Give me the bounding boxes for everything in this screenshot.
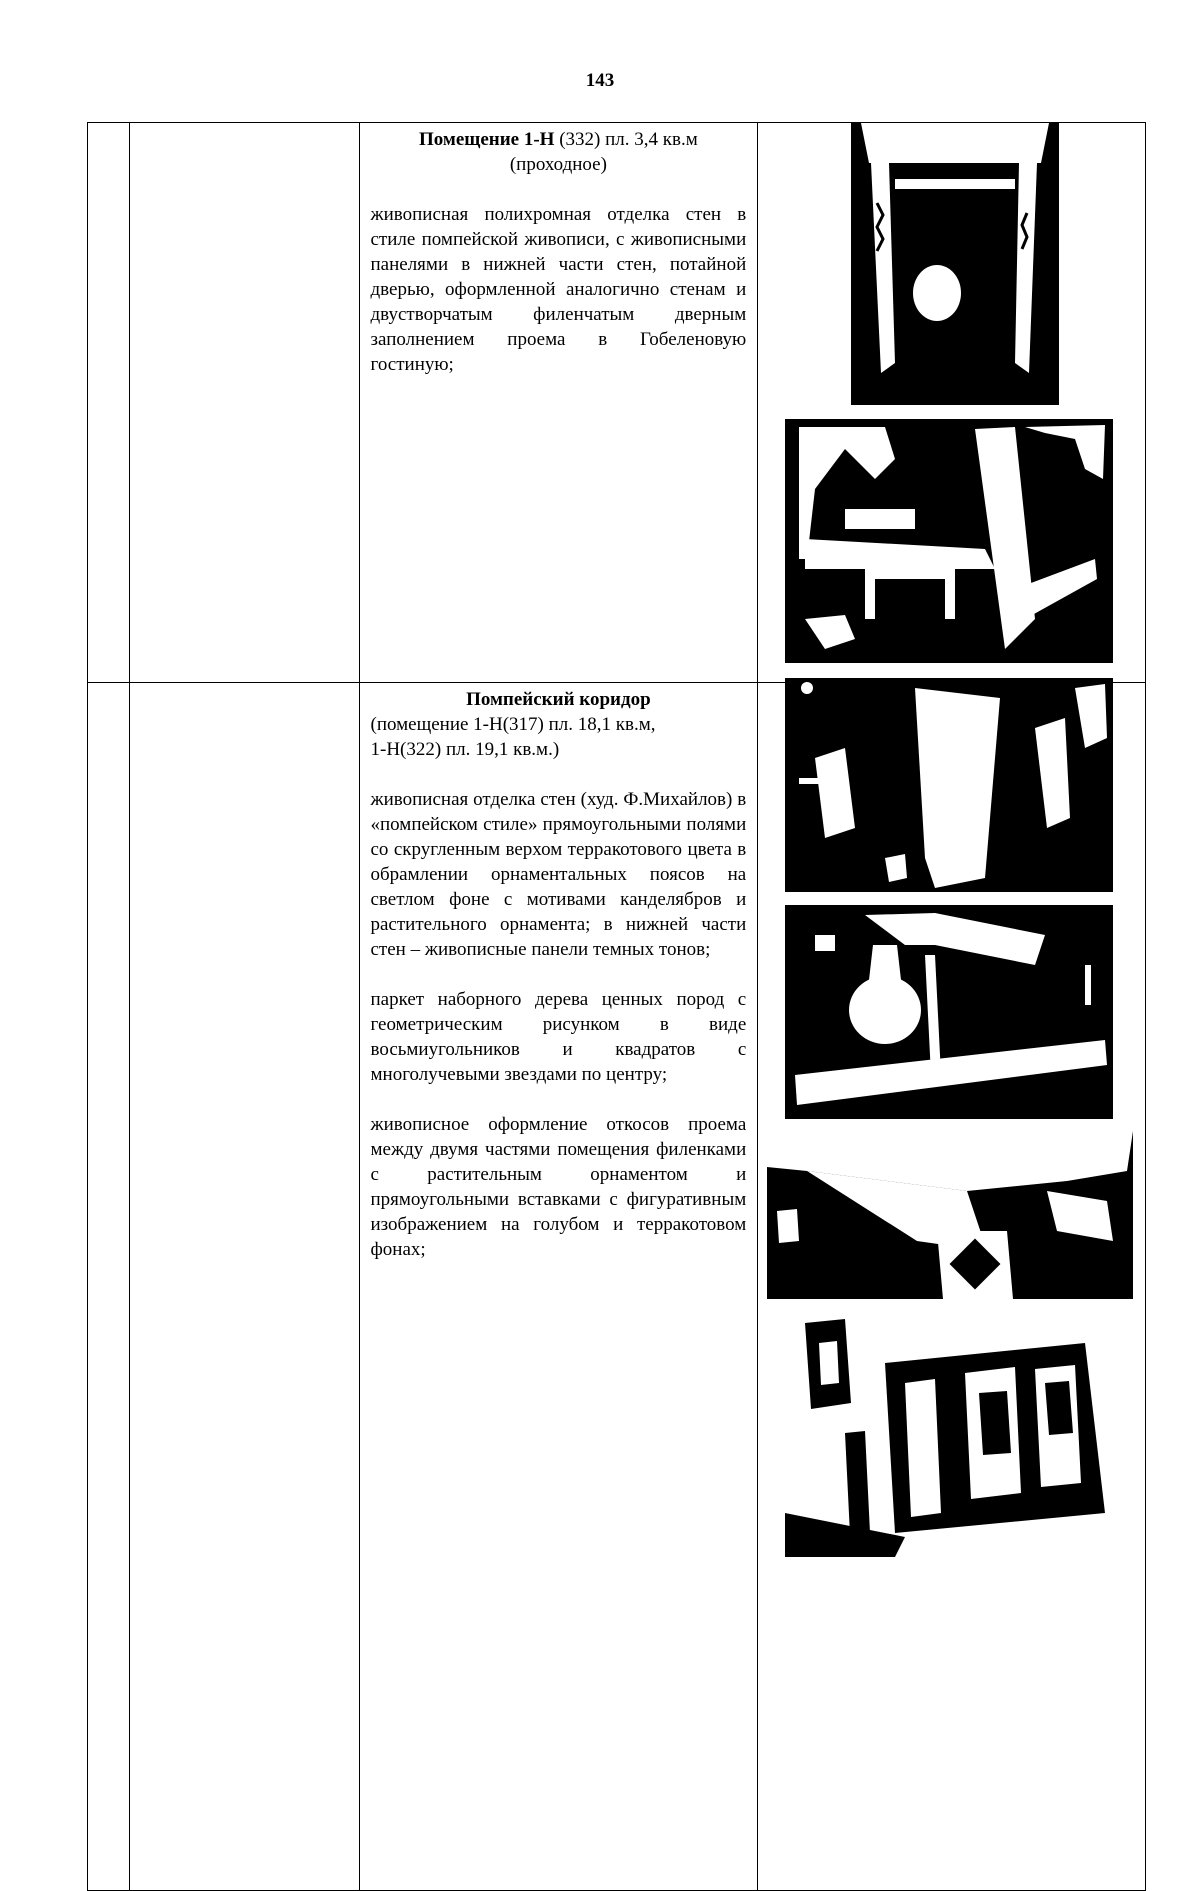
number-cell [88,123,130,683]
photo-room-angled-door [785,419,1113,663]
name-cell [130,123,359,683]
room-area: (332) пл. 3,4 кв.м [554,129,698,150]
room-area: (помещение 1-Н(317) пл. 18,1 кв.м, 1-Н(322) пл. 19,1 кв.м.) [370,714,656,760]
room-title: Помещение 1-Н [419,129,555,150]
room-title: Помпейский коридор [466,689,651,710]
photo-opening-slopes-ornament [767,1131,1133,1299]
description-cell [359,123,758,683]
photo-corridor-wall-panel [785,678,1113,892]
room-note: (проходное) [509,154,607,175]
photo-corridor-interior-view [785,1313,1113,1557]
description-paragraph: живописное оформление откосов проема между двумя частями помещения филенками с растительным орнаментом и прямоугольными вставками с фигуративным изображением на голубом и терракотовом фонах; [370,1114,747,1260]
room-heading [371,127,747,177]
page-number: 143 [585,70,615,91]
room-heading [371,687,747,712]
name-cell [130,683,359,1891]
description-paragraph: живописная полихромная отделка стен в стиле помпейской живописи, с живописными панелями в нижней части стен, потайной дверью, оформленной аналогично стенам и двустворчатым филенчатым дверным заполнением проема в Гобеленовую гостиную; [370,204,747,375]
description-paragraph: паркет наборного дерева ценных пород с геометрическим рисунком в виде восьмиугольников и квадратов с многолучевыми звездами по центру; [370,989,747,1085]
description-cell [359,683,758,1891]
photo-corridor-vase-niche [785,905,1113,1119]
photo-doorway-painted-walls [851,123,1059,405]
number-cell [88,683,130,1891]
description-paragraph: живописная отделка стен (худ. Ф.Михайлов) в «помпейском стиле» прямоугольными полями со скругленным верхом терракотового цвета в обрамлении орнаментальных поясов на светлом фоне с мотивами канделябров и растительного орнамента; в нижней части стен – живописные панели темных тонов; [370,789,747,960]
